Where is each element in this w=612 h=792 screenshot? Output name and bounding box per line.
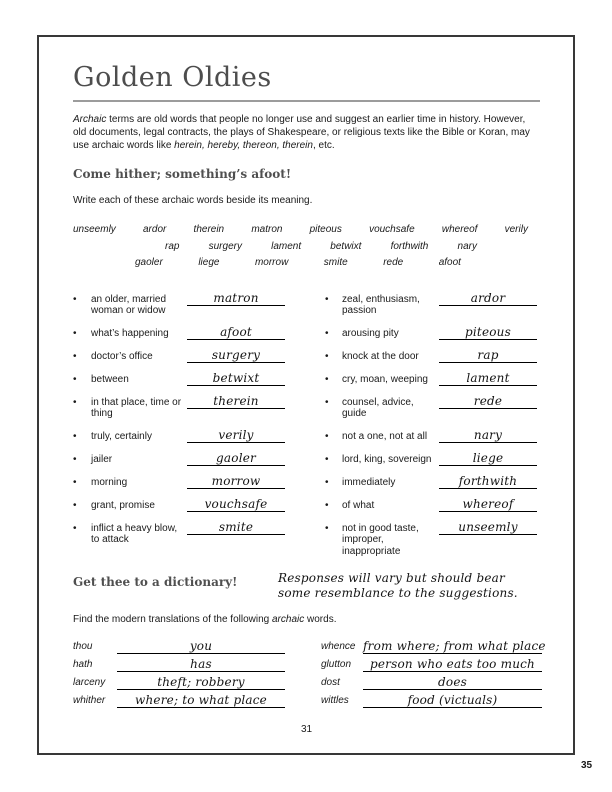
- answer-blank[interactable]: surgery: [187, 349, 285, 363]
- definition-text: zeal, enthusiasm, passion: [342, 293, 420, 317]
- answer-blank[interactable]: ardor: [439, 292, 537, 306]
- archaic-word: larceny: [73, 677, 106, 689]
- word-bank: [73, 222, 540, 272]
- worksheet-border: [37, 35, 575, 755]
- archaic-word: hath: [73, 659, 93, 671]
- definition-text: of what: [342, 499, 375, 511]
- word-bank-word: rap: [165, 240, 180, 252]
- translation-blank[interactable]: food (victuals): [363, 694, 542, 708]
- intro-italic-examples: herein, hereby, thereon, therein: [174, 140, 313, 152]
- word-bank-row-3: [135, 255, 461, 272]
- answer-blank[interactable]: matron: [187, 292, 285, 306]
- word-bank-word: nary: [457, 240, 477, 252]
- section2-header-row: [73, 571, 540, 600]
- bullet-icon: •: [73, 453, 77, 465]
- intro-italic-lead: Archaic: [73, 114, 107, 126]
- answer-blank[interactable]: piteous: [439, 326, 537, 340]
- bullet-icon: •: [325, 396, 329, 408]
- answer-blank[interactable]: smite: [187, 521, 285, 535]
- matching-row: [73, 370, 540, 386]
- column-gap: [285, 658, 321, 672]
- translation-table: [73, 639, 546, 708]
- word-bank-word: afoot: [438, 257, 461, 269]
- word-bank-word: lament: [271, 240, 302, 252]
- translation-blank[interactable]: person who eats too much: [363, 658, 542, 672]
- intro-paragraph: [73, 113, 540, 152]
- word-bank-word: piteous: [309, 224, 342, 236]
- definition-text: what’s happening: [91, 327, 169, 339]
- translation-blank[interactable]: does: [363, 676, 542, 690]
- bullet-icon: •: [73, 522, 77, 534]
- definition-text: truly, certainly: [91, 430, 152, 442]
- word-bank-word: therein: [193, 224, 225, 236]
- answer-blank[interactable]: morrow: [187, 475, 285, 489]
- answer-blank[interactable]: unseemly: [439, 521, 537, 535]
- answer-blank[interactable]: liege: [439, 452, 537, 466]
- word-bank-row-1: [73, 222, 528, 239]
- bullet-icon: •: [325, 327, 329, 339]
- answer-blank[interactable]: rede: [439, 395, 537, 409]
- matching-row: [73, 473, 540, 489]
- matching-row: [73, 393, 540, 420]
- bullet-icon: •: [325, 522, 329, 534]
- instruction-tail: words.: [304, 614, 337, 626]
- answer-blank[interactable]: verily: [187, 429, 285, 443]
- archaic-word: whence: [321, 641, 356, 653]
- word-bank-word: forthwith: [390, 240, 429, 252]
- bullet-icon: •: [325, 453, 329, 465]
- bullet-icon: •: [325, 350, 329, 362]
- bullet-icon: •: [73, 430, 77, 442]
- matching-list: [73, 290, 540, 558]
- answer-blank[interactable]: nary: [439, 429, 537, 443]
- answer-blank[interactable]: betwixt: [187, 372, 285, 386]
- matching-row: [73, 324, 540, 340]
- page-title: Golden Oldies: [73, 62, 272, 93]
- translation-blank[interactable]: where; to what place: [117, 694, 285, 708]
- translation-blank[interactable]: theft; robbery: [117, 676, 285, 690]
- word-bank-word: liege: [198, 257, 220, 269]
- answer-blank[interactable]: afoot: [187, 326, 285, 340]
- definition-text: doctor’s office: [91, 350, 153, 362]
- word-bank-word: whereof: [441, 224, 478, 236]
- inner-page-number: 31: [300, 724, 313, 736]
- intro-body: terms are old words that people no longer use and suggest an earlier time in history. However, old documents, legal contracts, the plays of Shakespeare, or religious texts like the Bible or Koran, may use archaic words like: [73, 114, 530, 152]
- bullet-icon: •: [325, 430, 329, 442]
- word-bank-word: rede: [383, 257, 404, 269]
- word-bank-word: surgery: [208, 240, 242, 252]
- word-bank-word: smite: [323, 257, 348, 269]
- bullet-icon: •: [325, 476, 329, 488]
- bullet-icon: •: [73, 476, 77, 488]
- bullet-icon: •: [325, 373, 329, 385]
- outer-page-number: 35: [581, 760, 593, 771]
- instruction-italic: archaic: [272, 614, 305, 626]
- answer-blank[interactable]: lament: [439, 372, 537, 386]
- answer-blank[interactable]: therein: [187, 395, 285, 409]
- definition-text: not a one, not at all: [342, 430, 428, 442]
- word-bank-word: verily: [504, 224, 528, 236]
- section1-heading: Come hither; something’s afoot!: [73, 167, 292, 182]
- teacher-note: Responses will vary but should bear some resemblance to the suggestions.: [278, 571, 518, 600]
- section2-instruction: [73, 614, 540, 625]
- bullet-icon: •: [73, 327, 77, 339]
- archaic-word: wittles: [321, 695, 349, 707]
- instruction-lead: Find the modern translations of the following: [73, 614, 272, 626]
- title-rule: [73, 100, 540, 102]
- word-bank-word: gaoler: [135, 257, 163, 269]
- intro-tail: , etc.: [312, 140, 335, 152]
- matching-row: [73, 450, 540, 466]
- section1-instruction: Write each of these archaic words beside its meaning.: [73, 195, 313, 207]
- section2-heading: Get thee to a dictionary!: [73, 575, 238, 590]
- bullet-icon: •: [73, 293, 77, 305]
- definition-text: in that place, time or thing: [91, 396, 182, 420]
- answer-blank[interactable]: gaoler: [187, 452, 285, 466]
- translation-blank[interactable]: has: [117, 658, 285, 672]
- word-bank-row-2: [165, 239, 477, 256]
- bullet-icon: •: [325, 499, 329, 511]
- column-gap: [285, 694, 321, 708]
- word-bank-word: matron: [251, 224, 283, 236]
- bullet-icon: •: [73, 499, 77, 511]
- definition-text: morning: [91, 476, 128, 488]
- word-bank-word: betwixt: [330, 240, 362, 252]
- bullet-icon: •: [73, 350, 77, 362]
- word-bank-word: unseemly: [73, 224, 116, 236]
- word-bank-word: ardor: [143, 224, 167, 236]
- matching-row: [73, 347, 540, 363]
- answer-blank[interactable]: whereof: [439, 498, 537, 512]
- answer-blank[interactable]: vouchsafe: [187, 498, 285, 512]
- matching-row: [73, 427, 540, 443]
- definition-text: inflict a heavy blow, to attack: [91, 522, 178, 546]
- definition-text: lord, king, sovereign: [342, 453, 432, 465]
- archaic-word: thou: [73, 641, 93, 653]
- definition-text: grant, promise: [91, 499, 155, 511]
- bullet-icon: •: [325, 293, 329, 305]
- definition-text: not in good taste, improper, inappropriate: [342, 522, 419, 557]
- translation-blank[interactable]: from where; from what place: [363, 639, 546, 654]
- definition-text: between: [91, 373, 129, 385]
- word-bank-word: morrow: [254, 257, 289, 269]
- definition-text: immediately: [342, 476, 396, 488]
- definition-text: jailer: [91, 453, 113, 465]
- definition-text: knock at the door: [342, 350, 419, 362]
- definition-text: cry, moan, weeping: [342, 373, 428, 385]
- archaic-word: dost: [321, 677, 340, 689]
- matching-row: [73, 519, 540, 558]
- definition-text: an older, married woman or widow: [91, 293, 167, 317]
- column-gap: [285, 676, 321, 690]
- archaic-word: whither: [73, 695, 106, 707]
- answer-blank[interactable]: rap: [439, 349, 537, 363]
- matching-row: [73, 290, 540, 317]
- definition-text: counsel, advice, guide: [342, 396, 414, 420]
- bullet-icon: •: [73, 396, 77, 408]
- definition-text: arousing pity: [342, 327, 399, 339]
- matching-row: [73, 496, 540, 512]
- bullet-icon: •: [73, 373, 77, 385]
- archaic-word: glutton: [321, 659, 352, 671]
- translation-blank[interactable]: you: [117, 640, 285, 654]
- column-gap: [285, 640, 321, 654]
- answer-blank[interactable]: forthwith: [439, 475, 537, 489]
- word-bank-word: vouchsafe: [369, 224, 415, 236]
